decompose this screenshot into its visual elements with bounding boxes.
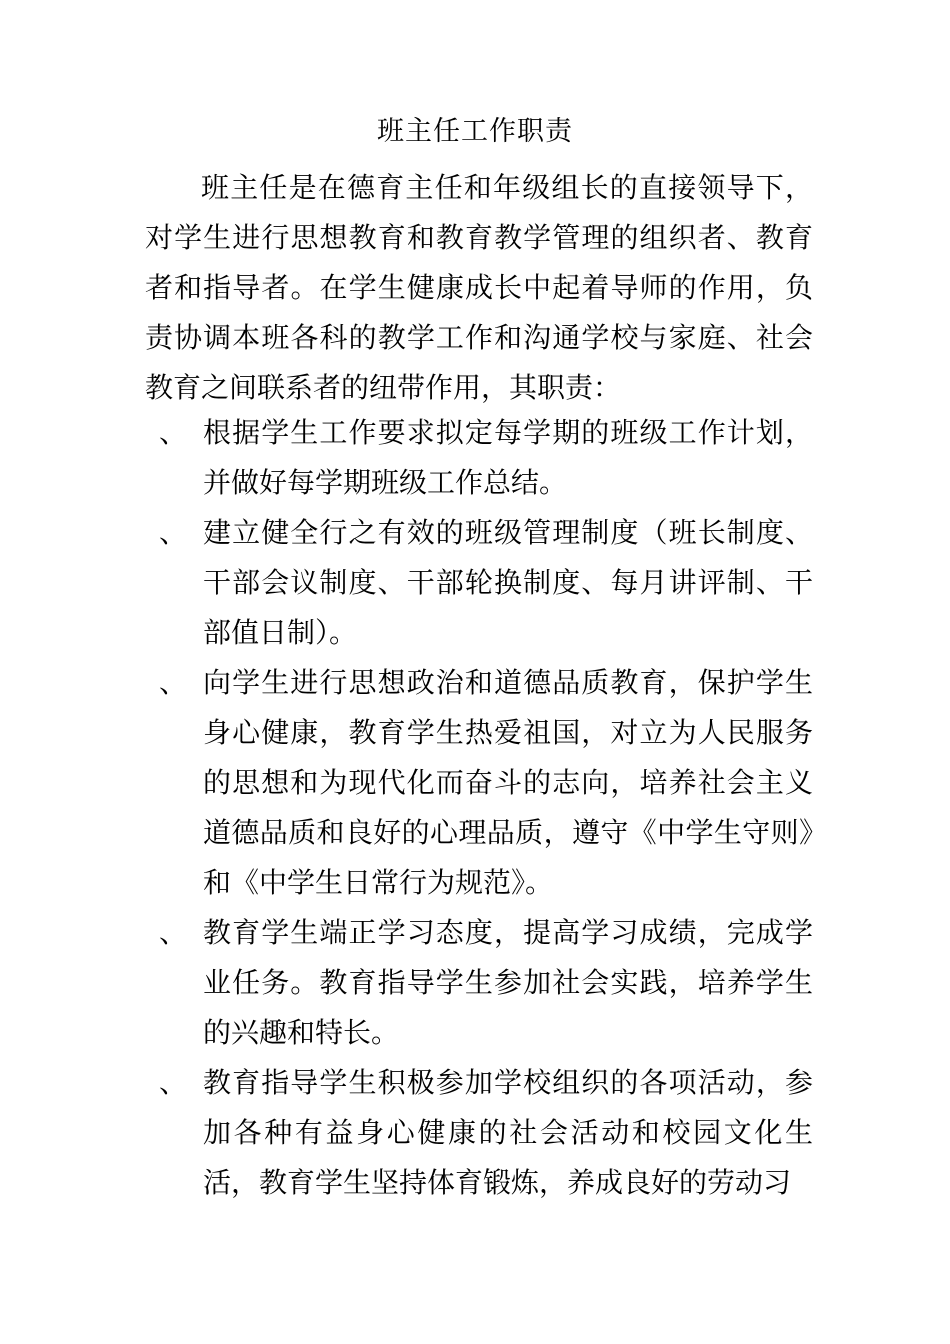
intro-paragraph: 班主任是在德育主任和年级组长的直接领导下，对学生进行思想教育和教育教学管理的组织者、教育者和指导者。在学生健康成长中起着导师的作用，负责协调本班各科的教学工作和沟通学校与家庭、社会教育之间联系者的纽带作用，其职责： [145,171,813,404]
list-item-marker: 、 [159,916,188,949]
list-item-text: 教育学生端正学习态度，提高学习成绩，完成学业任务。教育指导学生参加社会实践，培养学生的兴趣和特长。 [203,916,813,1049]
duty-list [145,408,813,1208]
list-item-text: 建立健全行之有效的班级管理制度（班长制度、干部会议制度、干部轮换制度、每月讲评制、干部值日制）。 [203,516,813,649]
list-item [145,408,813,508]
list-item-text: 向学生进行思想政治和道德品质教育，保护学生身心健康，教育学生热爱祖国，对立为人民服务的思想和为现代化而奋斗的志向，培养社会主义道德品质和良好的心理品质，遵守《中学生守则》和《中学生日常行为规范》。 [203,666,813,899]
list-item-marker: 、 [159,516,188,549]
list-item [145,908,813,1058]
list-item [145,658,813,908]
list-item-marker: 、 [159,666,188,699]
list-item-text: 根据学生工作要求拟定每学期的班级工作计划，并做好每学期班级工作总结。 [203,416,813,499]
document-title: 班主任工作职责 [377,116,573,147]
list-item [145,508,813,658]
list-item [145,1058,813,1208]
list-item-marker: 、 [159,416,188,449]
list-item-marker: 、 [159,1066,188,1099]
list-item-text: 教育指导学生积极参加学校组织的各项活动，参加各种有益身心健康的社会活动和校园文化生活，教育学生坚持体育锻炼，养成良好的劳动习 [203,1066,813,1199]
